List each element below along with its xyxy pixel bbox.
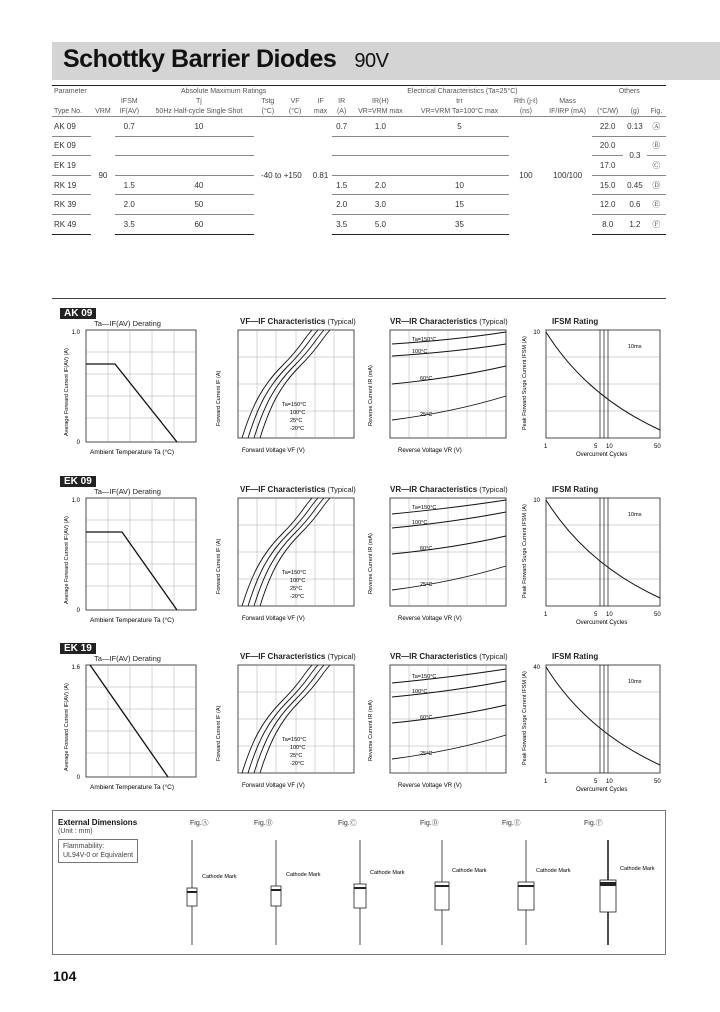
- svg-text:10: 10: [533, 330, 540, 336]
- table-row: RK 39 2.0 50 2.0 3.0 15 12.0 0.6 Ⓔ: [52, 195, 666, 215]
- svg-text:1.0: 1.0: [71, 330, 80, 336]
- svg-text:Reverse Voltage VR (V): Reverse Voltage VR (V): [398, 783, 462, 789]
- ext-units: (Unit : mm): [58, 828, 93, 835]
- svg-text:25°C: 25°C: [290, 586, 303, 592]
- h-typeno: Type No.: [54, 107, 83, 115]
- svg-text:Peak Forward Surge Current IFS: Peak Forward Surge Current IFSM (A): [522, 336, 528, 430]
- table-row: RK 49 3.5 60 3.5 5.0 35 8.0 1.2 Ⓕ: [52, 214, 666, 234]
- vf-if-chart: [212, 326, 362, 468]
- svg-text:10: 10: [606, 444, 613, 450]
- svg-text:25°C: 25°C: [290, 418, 303, 424]
- svg-text:100°C: 100°C: [290, 578, 306, 584]
- group-abs: Absolute Maximum Ratings: [115, 86, 333, 97]
- page-number: 104: [53, 968, 77, 984]
- svg-text:Forward Voltage VF (V): Forward Voltage VF (V): [242, 616, 305, 622]
- svg-text:Cathode Mark: Cathode Mark: [286, 872, 321, 878]
- svg-text:25°C: 25°C: [420, 751, 433, 757]
- fig-d-label: Fig.Ⓓ: [420, 820, 439, 827]
- svg-text:Ta=150°C: Ta=150°C: [282, 570, 307, 576]
- derating-chart: [60, 326, 210, 468]
- derating-chart: [60, 661, 210, 803]
- fig-a-label: Fig.Ⓐ: [190, 820, 209, 827]
- table-row: EK 09 20.0 0.3 Ⓑ: [52, 136, 666, 156]
- svg-text:60°C: 60°C: [420, 546, 433, 552]
- svg-text:Ta=150°C: Ta=150°C: [412, 337, 437, 343]
- svg-text:Reverse Current IR (mA): Reverse Current IR (mA): [368, 700, 374, 761]
- svg-text:-20°C: -20°C: [290, 761, 305, 767]
- svg-text:Cathode Mark: Cathode Mark: [370, 870, 405, 876]
- svg-text:10ms: 10ms: [628, 344, 642, 350]
- svg-text:25°C: 25°C: [420, 582, 433, 588]
- svg-text:10: 10: [606, 612, 613, 618]
- svg-text:Average Forward Current IF(AV): Average Forward Current IF(AV) (A): [64, 683, 70, 771]
- svg-text:1: 1: [544, 779, 548, 785]
- svg-text:Overcurrent Cycles: Overcurrent Cycles: [576, 452, 628, 458]
- section-tag: EK 19: [60, 643, 96, 654]
- svg-text:Overcurrent Cycles: Overcurrent Cycles: [576, 787, 628, 793]
- table-row: RK 19 1.5 40 1.5 2.0 10 15.0 0.45 Ⓓ: [52, 175, 666, 195]
- svg-text:0: 0: [76, 608, 80, 614]
- svg-text:100°C: 100°C: [412, 689, 428, 695]
- group-others: Others: [592, 86, 666, 97]
- derating-title: Ta—IF(AV) Derating: [94, 654, 161, 663]
- trr-value: 100: [519, 171, 533, 181]
- svg-text:Cathode Mark: Cathode Mark: [202, 874, 237, 880]
- ifsm-chart: [516, 661, 666, 803]
- svg-text:Cathode Mark: Cathode Mark: [452, 868, 487, 874]
- svg-text:0: 0: [76, 775, 80, 781]
- svg-text:1.6: 1.6: [71, 665, 80, 671]
- svg-text:Cathode Mark: Cathode Mark: [536, 868, 571, 874]
- svg-text:Forward Current IF (A): Forward Current IF (A): [216, 370, 222, 426]
- svg-text:Reverse Current IR (mA): Reverse Current IR (mA): [368, 365, 374, 426]
- svg-text:Ambient Temperature Ta (°C): Ambient Temperature Ta (°C): [90, 617, 175, 624]
- tj-tstg-value: -40 to +150: [261, 171, 302, 181]
- section-ak09: AK 09 Ta—IF(AV) Derating 1.0 0 Ambient Temperature Ta (°C) Average Forward Current IF(AV) (A) VF—IF Characteristics (Typical) Ta=150°C 100°C 25°C -20°C Forward Voltage VF (V) Forward Current IF (A) VR—IR Characteristics (Typical) Ta=150°C 100°C 60°C 25°C Reverse Voltage VR (V) Reverse Current IR (mA) IFSM Rating 10 1 5 10 50 Overcurrent Cycles Peak Forward Surge Current IFSM (A) 10ms: [60, 308, 665, 458]
- vf-if-chart: [212, 494, 362, 636]
- svg-text:Forward Current IF (A): Forward Current IF (A): [216, 538, 222, 594]
- svg-text:1: 1: [544, 612, 548, 618]
- package-drawings: [52, 810, 666, 955]
- page-title: [63, 45, 388, 74]
- svg-text:Reverse Voltage VR (V): Reverse Voltage VR (V): [398, 448, 462, 454]
- svg-text:0: 0: [76, 440, 80, 446]
- ifsm-chart: [516, 326, 666, 468]
- svg-text:50: 50: [654, 612, 661, 618]
- table-row: EK 19 17.0 Ⓒ: [52, 156, 666, 176]
- svg-text:60°C: 60°C: [420, 376, 433, 382]
- svg-text:100°C: 100°C: [412, 520, 428, 526]
- svg-text:Overcurrent Cycles: Overcurrent Cycles: [576, 620, 628, 626]
- section-tag: AK 09: [60, 308, 96, 319]
- ext-title: External Dimensions: [58, 818, 138, 827]
- svg-text:100°C: 100°C: [290, 410, 306, 416]
- h-ifsm: IFSM: [120, 97, 138, 105]
- corner-cell: Parameter: [52, 86, 115, 107]
- svg-text:-20°C: -20°C: [290, 594, 305, 600]
- fig-b-label: Fig.Ⓑ: [254, 820, 273, 827]
- derating-title: Ta—IF(AV) Derating: [94, 487, 161, 496]
- trr-cond-value: 100/100: [553, 171, 583, 181]
- vr-ir-chart: [364, 494, 514, 636]
- vf-value: 0.81: [312, 171, 329, 181]
- svg-text:5: 5: [594, 444, 598, 450]
- external-dimensions: [52, 810, 666, 955]
- svg-text:25°C: 25°C: [420, 412, 433, 418]
- divider: [52, 298, 666, 299]
- svg-text:-20°C: -20°C: [290, 426, 305, 432]
- svg-text:1.0: 1.0: [71, 498, 80, 504]
- svg-text:Ta=150°C: Ta=150°C: [282, 737, 307, 743]
- svg-text:10: 10: [606, 779, 613, 785]
- svg-text:Ta=150°C: Ta=150°C: [412, 674, 437, 680]
- fig-c-label: Fig.Ⓒ: [338, 820, 357, 827]
- ifsm-chart: [516, 494, 666, 636]
- svg-text:10: 10: [533, 498, 540, 504]
- svg-text:10ms: 10ms: [628, 512, 642, 518]
- svg-text:Average Forward Current IF(AV): Average Forward Current IF(AV) (A): [64, 348, 70, 436]
- svg-text:50: 50: [654, 444, 661, 450]
- fig-f-label: Fig.Ⓕ: [584, 820, 603, 827]
- derating-title: Ta—IF(AV) Derating: [94, 319, 161, 328]
- svg-text:60°C: 60°C: [420, 715, 433, 721]
- svg-text:10ms: 10ms: [628, 679, 642, 685]
- flammability-box: Flammability: UL94V-0 or Equivalent: [58, 839, 138, 863]
- svg-text:100°C: 100°C: [290, 745, 306, 751]
- svg-text:1: 1: [544, 444, 548, 450]
- vr-ir-chart: [364, 661, 514, 803]
- svg-text:100°C: 100°C: [412, 349, 428, 355]
- group-elec: Electrical Characteristics (Ta=25°C): [332, 86, 592, 97]
- svg-text:Reverse Voltage VR (V): Reverse Voltage VR (V): [398, 616, 462, 622]
- vf-if-chart: [212, 661, 362, 803]
- section-tag: EK 09: [60, 476, 96, 487]
- svg-text:25°C: 25°C: [290, 753, 303, 759]
- svg-text:Ta=150°C: Ta=150°C: [282, 402, 307, 408]
- svg-text:Average Forward Current IF(AV): Average Forward Current IF(AV) (A): [64, 516, 70, 604]
- svg-text:5: 5: [594, 779, 598, 785]
- section-ek19: EK 19 Ta—IF(AV) Derating 1.6 0 Ambient Temperature Ta (°C) Average Forward Current IF(AV) (A) VF—IF Characteristics (Typical) Ta=150°C 100°C 25°C -20°C Forward Voltage VF (V) Forward Current IF (A) VR—IR Characteristics (Typical) Ta=150°C 100°C 60°C 25°C Reverse Voltage VR (V) Reverse Current IR (mA) IFSM Rating 40 1 5 10 50 Overcurrent Cycles Peak Forward Surge Current IFSM (A) 10ms: [60, 643, 665, 793]
- table-row: AK 09 90 0.7 10 -40 to +150 0.81 0.7 1.0 5 100 100/100 22.0 0.13 Ⓐ: [52, 117, 666, 137]
- svg-text:Cathode Mark: Cathode Mark: [620, 866, 655, 872]
- svg-text:Forward Voltage VF (V): Forward Voltage VF (V): [242, 448, 305, 454]
- svg-text:Reverse Current IR (mA): Reverse Current IR (mA): [368, 533, 374, 594]
- section-ek09: EK 09 Ta—IF(AV) Derating 1.0 0 Ambient Temperature Ta (°C) Average Forward Current IF(AV) (A) VF—IF Characteristics (Typical) Ta=150°C 100°C 25°C -20°C Forward Voltage VF (V) Forward Current IF (A) VR—IR Characteristics (Typical) Ta=150°C 100°C 60°C 25°C Reverse Voltage VR (V) Reverse Current IR (mA) IFSM Rating 10 1 5 10 50 Overcurrent Cycles Peak Forward Surge Current IFSM (A) 10ms: [60, 476, 665, 626]
- svg-text:Ambient Temperature Ta (°C): Ambient Temperature Ta (°C): [90, 784, 175, 791]
- vr-ir-chart: [364, 326, 514, 468]
- vrm-value: 90: [98, 171, 108, 181]
- svg-text:Forward Current IF (A): Forward Current IF (A): [216, 705, 222, 761]
- svg-text:Ta=150°C: Ta=150°C: [412, 505, 437, 511]
- derating-chart: [60, 494, 210, 636]
- svg-text:50: 50: [654, 779, 661, 785]
- spec-table: Parameter Absolute Maximum Ratings Electrical Characteristics (Ta=25°C) Others IFSM Tj Tstg VF IF IR IR(H) trr Rth (j-ℓ) Mass Type No. VRM IF(AV) 50Hz Half-cycle Single Shot (°C) (°C) max (A) VR=VRM max VR=VRM Ta=100°C max (ns) IF/IRP (mA) (°C/W) (g) Fig. AK 09 90 0.7 10 -40 to +150 0.81 0.7 1.0 5 100 100/100 22.0 0.13 Ⓐ EK 09 20.0 0.3 Ⓑ EK 19 17.0 Ⓒ RK 19 1.5 40 1.5 2.0 10 15.0 0.45 Ⓓ RK 39 2.0 50 2.0 3.0 15 12.0 0.6 Ⓔ RK 49 3.5 60 3.5 5.0 35 8.0 1.2 Ⓕ: [52, 85, 666, 235]
- svg-text:Peak Forward Surge Current IFS: Peak Forward Surge Current IFSM (A): [522, 671, 528, 765]
- title-voltage: 90V: [354, 50, 389, 72]
- fig-e-label: Fig.Ⓔ: [502, 820, 521, 827]
- svg-text:Forward Voltage VF (V): Forward Voltage VF (V): [242, 783, 305, 789]
- svg-text:40: 40: [533, 665, 540, 671]
- svg-text:5: 5: [594, 612, 598, 618]
- svg-text:Ambient Temperature Ta (°C): Ambient Temperature Ta (°C): [90, 449, 175, 456]
- title-text: Schottky Barrier Diodes: [63, 45, 337, 73]
- svg-text:Peak Forward Surge Current IFS: Peak Forward Surge Current IFSM (A): [522, 504, 528, 598]
